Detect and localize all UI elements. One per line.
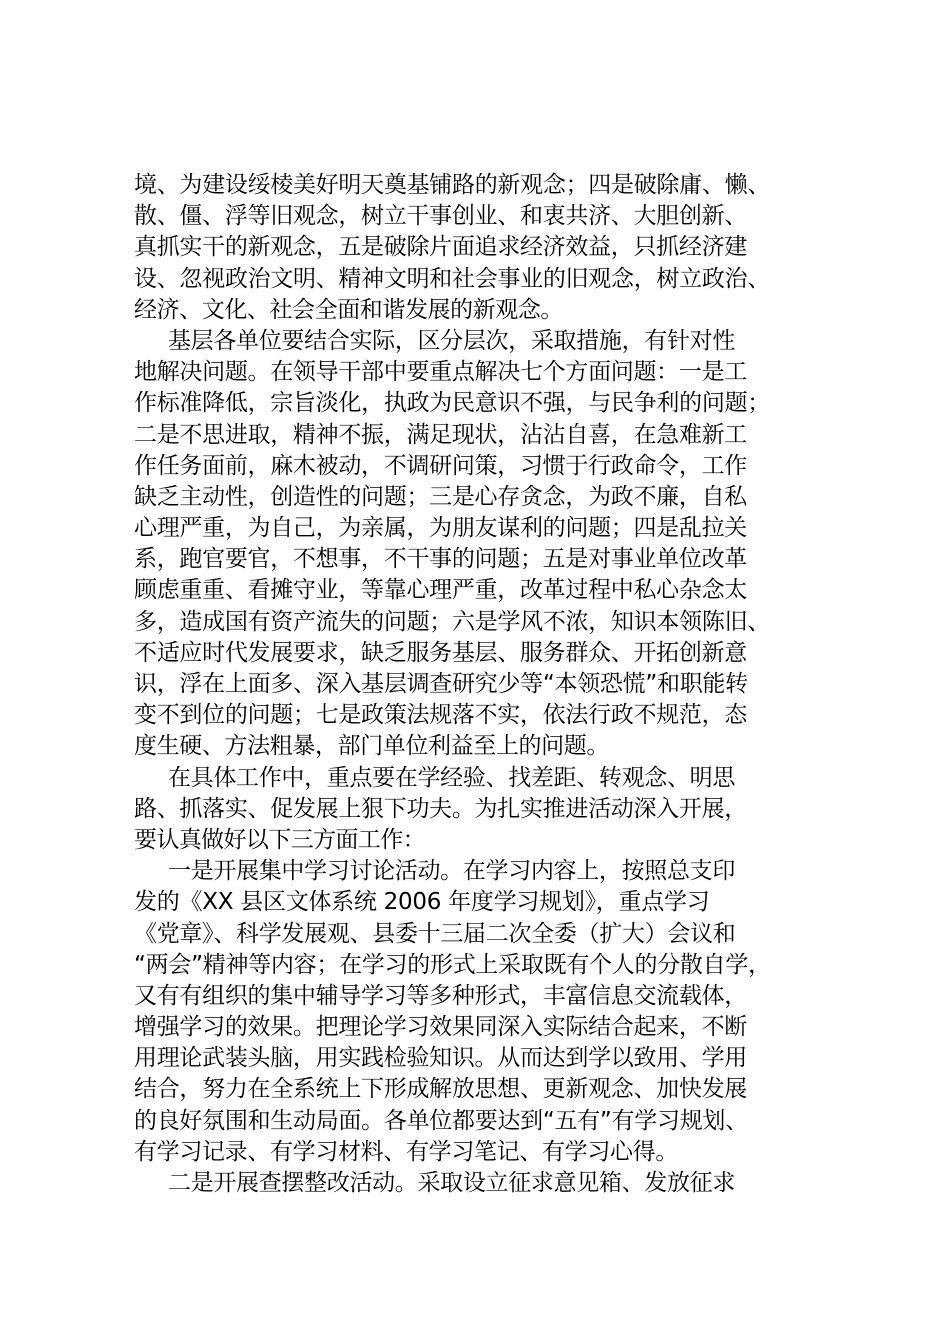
paragraph-first-line: 基层各单位要结合实际，区分层次，采取措施，有针对性 [168,327,736,354]
text-line: 路、抓落实、促发展上狠下功夫。为扎实推进活动深入开展， [134,795,747,822]
paragraph-first-line: 二是开展查摆整改活动。采取设立征求意见箱、发放征求 [168,1170,736,1196]
text-line: 经济、文化、社会全面和谐发展的新观念。 [134,296,564,323]
text-line: 作标准降低，宗旨淡化，执政为民意识不强，与民争利的问题； [134,390,771,417]
text-line: 变不到位的问题；七是政策法规落不实，依法行政不规范，态 [134,702,747,729]
paragraph-first-line: 一是开展集中学习讨论活动。在学习内容上，按照总支印 [168,858,736,885]
text-line: 作任务面前，麻木被动，不调研问策，习惯于行政命令，工作 [134,452,747,479]
text-line: 有学习记录、有学习材料、有学习笔记、有学习心得。 [134,1138,679,1165]
paragraph-first-line: 在具体工作中，重点要在学经验、找差距、转观念、明思 [168,764,736,791]
text-line: 发的《XX 县区文体系统 2006 年度学习规划》，重点学习 [134,889,710,916]
text-line: 用理论武装头脑，用实践检验知识。从而达到学以致用、学用 [134,1045,747,1072]
text-line: 地解决问题。在领导干部中要重点解决七个方面问题：一是工 [134,359,747,386]
text-line: 二是不思进取，精神不振，满足现状，沾沾自喜，在急难新工 [134,421,747,448]
text-line: 缺乏主动性，创造性的问题；三是心存贪念，为政不廉，自私 [134,483,747,510]
body-text [134,170,854,1199]
text-line: 系，跑官要官，不想事，不干事的问题；五是对事业单位改革 [134,546,747,573]
text-line: 识，浮在上面多、深入基层调查研究少等“本领恐慌”和职能转 [134,671,748,697]
text-line: 不适应时代发展要求，缺乏服务基层、服务群众、开拓创新意 [134,639,747,666]
text-line: 度生硬、方法粗暴，部门单位利益至上的问题。 [134,733,610,760]
text-line: 真抓实干的新观念，五是破除片面追求经济效益，只抓经济建 [134,234,747,261]
text-line: 的良好氛围和生动局面。各单位都要达到“五有”有学习规划、 [134,1107,748,1134]
text-line: 心理严重，为自己，为亲属，为朋友谋利的问题；四是乱拉关 [134,515,747,542]
text-line: 多，造成国有资产流失的问题；六是学风不浓，知识本领陈旧、 [134,608,771,635]
text-line: 增强学习的效果。把理论学习效果同深入实际结合起来，不断 [134,1014,747,1041]
text-line: 设、忽视政治文明、精神文明和社会事业的旧观念，树立政治、 [134,265,771,292]
text-line: 顾虑重重、看摊守业，等靠心理严重，改革过程中私心杂念太 [134,577,747,604]
text-line: 《党章》、科学发展观、县委十三届二次全委（扩大）会议和 [134,920,736,947]
text-line: 又有有组织的集中辅导学习等多种形式，丰富信息交流载体， [134,982,747,1009]
text-line: 散、僵、浮等旧观念，树立干事创业、和衷共济、大胆创新、 [134,203,747,230]
text-line: 要认真做好以下三方面工作： [134,826,426,853]
text-line: 结合，努力在全系统上下形成解放思想、更新观念、加快发展 [134,1076,747,1103]
text-line: “两会”精神等内容；在学习的形式上采取既有个人的分散自学， [134,951,771,978]
text-line: 境、为建设绥棱美好明天奠基铺路的新观念；四是破除庸、懒、 [134,172,771,198]
